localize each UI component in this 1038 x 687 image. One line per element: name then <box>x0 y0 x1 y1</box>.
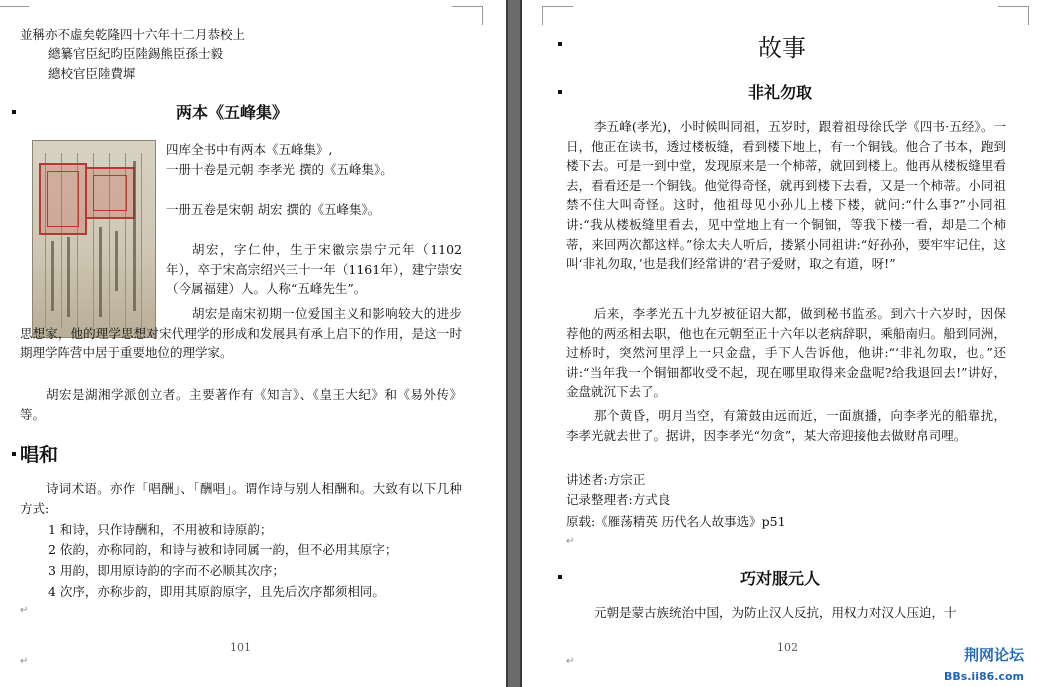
story-title-feilinwuqu: 非礼勿取 <box>748 83 813 102</box>
changhe-list-item: 2 依韵，亦称同韵，和诗与被和诗同属一韵，但不必用其原字； <box>48 542 398 557</box>
story1-paragraph-1: 李五峰(孝光)，小时候叫同祖，五岁时，跟着祖母徐氏学《四书·五经》。一日，他正在读书，透过楼板缝，看到楼下地上，有一个铜钱。他合了书本，跑到楼下去。可是一到中堂，发现原来是一个柿蒂，就回到楼上。他再从楼板缝里看去，看看还是一个铜钱。他觉得奇怪，就再到楼下去看，又是一个柿蒂。小同祖禁不住大叫奇怪。这时，他祖母见小孙儿上楼下楼，就问:“什么事?”小同祖讲:“我从楼板缝里看去，见中堂地上有一个铜钿，等我下楼一看，却是二个柿蒂，来回两次都这样。”徐太夫人听后，搂紧小同祖讲:“好孙孙，要牢牢记住，这叫‘非礼勿取，’也是我们经常讲的‘君子爱财，取之有道，呀!” <box>566 119 1006 272</box>
page-gutter <box>506 0 522 687</box>
crop-mark <box>542 6 573 25</box>
changhe-list-item: 1 和诗，只作诗酬和，不用被和诗原韵； <box>48 522 273 537</box>
story1-paragraph-3: 那个黄昏，明月当空，有箫鼓由远而近，一面旗播，向李孝光的船靠扰，李孝光就去世了。据讲，因李孝光“勿贪”，某大帝迎接他去做财帛司哩。 <box>566 408 1006 443</box>
heading-bullet <box>12 110 16 114</box>
intro-line-3: 一册五卷是宋朝 胡宏 撰的《五峰集》。 <box>166 202 381 217</box>
watermark-logo: 荆网论坛 <box>963 646 1024 664</box>
story-title-qiaodui: 巧对服元人 <box>740 569 821 588</box>
section-heading-changhe: 唱和 <box>20 444 59 466</box>
paragraph-mark: ↵ <box>20 656 29 667</box>
paragraph-mark: ↵ <box>20 605 29 616</box>
changhe-paragraph: 诗词术语。亦作「唱酬」、「酬唱」。谓作诗与别人相酬和。大致有以下几种方式: <box>20 481 462 516</box>
paragraph-mark: ↵ <box>566 536 575 547</box>
huhong-paragraph-2: 胡宏是南宋初期一位爱国主义和影响较大的进步思想家，他的理学思想对宋代理学的形成和发展具有承上启下的作用，是这一时期理学阵营中居于重要地位的理学家。 <box>20 306 462 361</box>
intro-line-1: 四库全书中有两本《五峰集》, <box>166 142 333 157</box>
recorder-line: 记录整理者:方式良 <box>566 492 671 507</box>
seal-stamp <box>39 163 87 235</box>
section-heading-wufengji: 两本《五峰集》 <box>176 103 289 122</box>
page-number: 102 <box>777 641 798 654</box>
crop-mark <box>452 6 483 25</box>
source-line: 原载:《雁荡精英 历代名人故事选》p51 <box>566 514 786 529</box>
heading-bullet <box>12 452 16 456</box>
right-page <box>522 0 1038 687</box>
story2-paragraph-1: 元朝是蒙古族统治中国，为防止汉人反抗，用权力对汉人压迫，十 <box>594 605 957 620</box>
heading-bullet <box>558 575 562 579</box>
story1-paragraph-2: 后来，李孝光五十九岁被征诏大都，做到秘书监丞。到六十六岁时，因保荐他的两丞相去职，他也在元朝至正十六年以老病辞职，乘船南归。船到同洲，过桥时，突然河里浮上一只金盘，手下人告诉他，他讲:“‘非礼勿取，也。”还讲:“当年我一个铜钿都收受不起，现在哪里取得来金盘呢?给我退回去!”讲好，金盘就沉下去了。 <box>566 306 1006 400</box>
huhong-paragraph-1: 胡宏，字仁仲，生于宋徽宗崇宁元年（1102年），卒于宋高宗绍兴三十一年（1161年），建宁崇安（今属福建）人。人称“五峰先生”。 <box>166 242 462 297</box>
header-line-3: 總校官臣陸費墀 <box>48 66 136 81</box>
heading-bullet <box>558 90 562 94</box>
crop-mark <box>998 6 1029 25</box>
left-page <box>0 0 506 687</box>
page-number: 101 <box>230 641 251 654</box>
intro-line-2: 一册十卷是元朝 李孝光 撰的《五峰集》。 <box>166 162 393 177</box>
seal-stamp <box>85 167 135 219</box>
watermark-url: BBs.ii86.com <box>943 670 1024 683</box>
narrator-line: 讲述者:方宗正 <box>566 472 646 487</box>
header-line-2: 總纂官臣紀昀臣陸錫熊臣孫士毅 <box>48 46 224 61</box>
changhe-list-item: 4 次序，亦称步韵，即用其原韵原字，且先后次序都须相同。 <box>48 584 385 599</box>
crop-mark <box>0 6 29 25</box>
huhong-paragraph-3: 胡宏是湖湘学派创立者。主要著作有《知言》、《皇王大纪》和《易外传》等。 <box>20 387 462 422</box>
changhe-list-item: 3 用韵，即用原诗韵的字而不必顺其次序； <box>48 563 285 578</box>
page-title: 故事 <box>758 34 806 62</box>
paragraph-mark: ↵ <box>566 656 575 667</box>
header-line-1: 並稱亦不虛矣乾隆四十六年十二月恭校上 <box>20 27 246 42</box>
heading-bullet <box>558 42 562 46</box>
